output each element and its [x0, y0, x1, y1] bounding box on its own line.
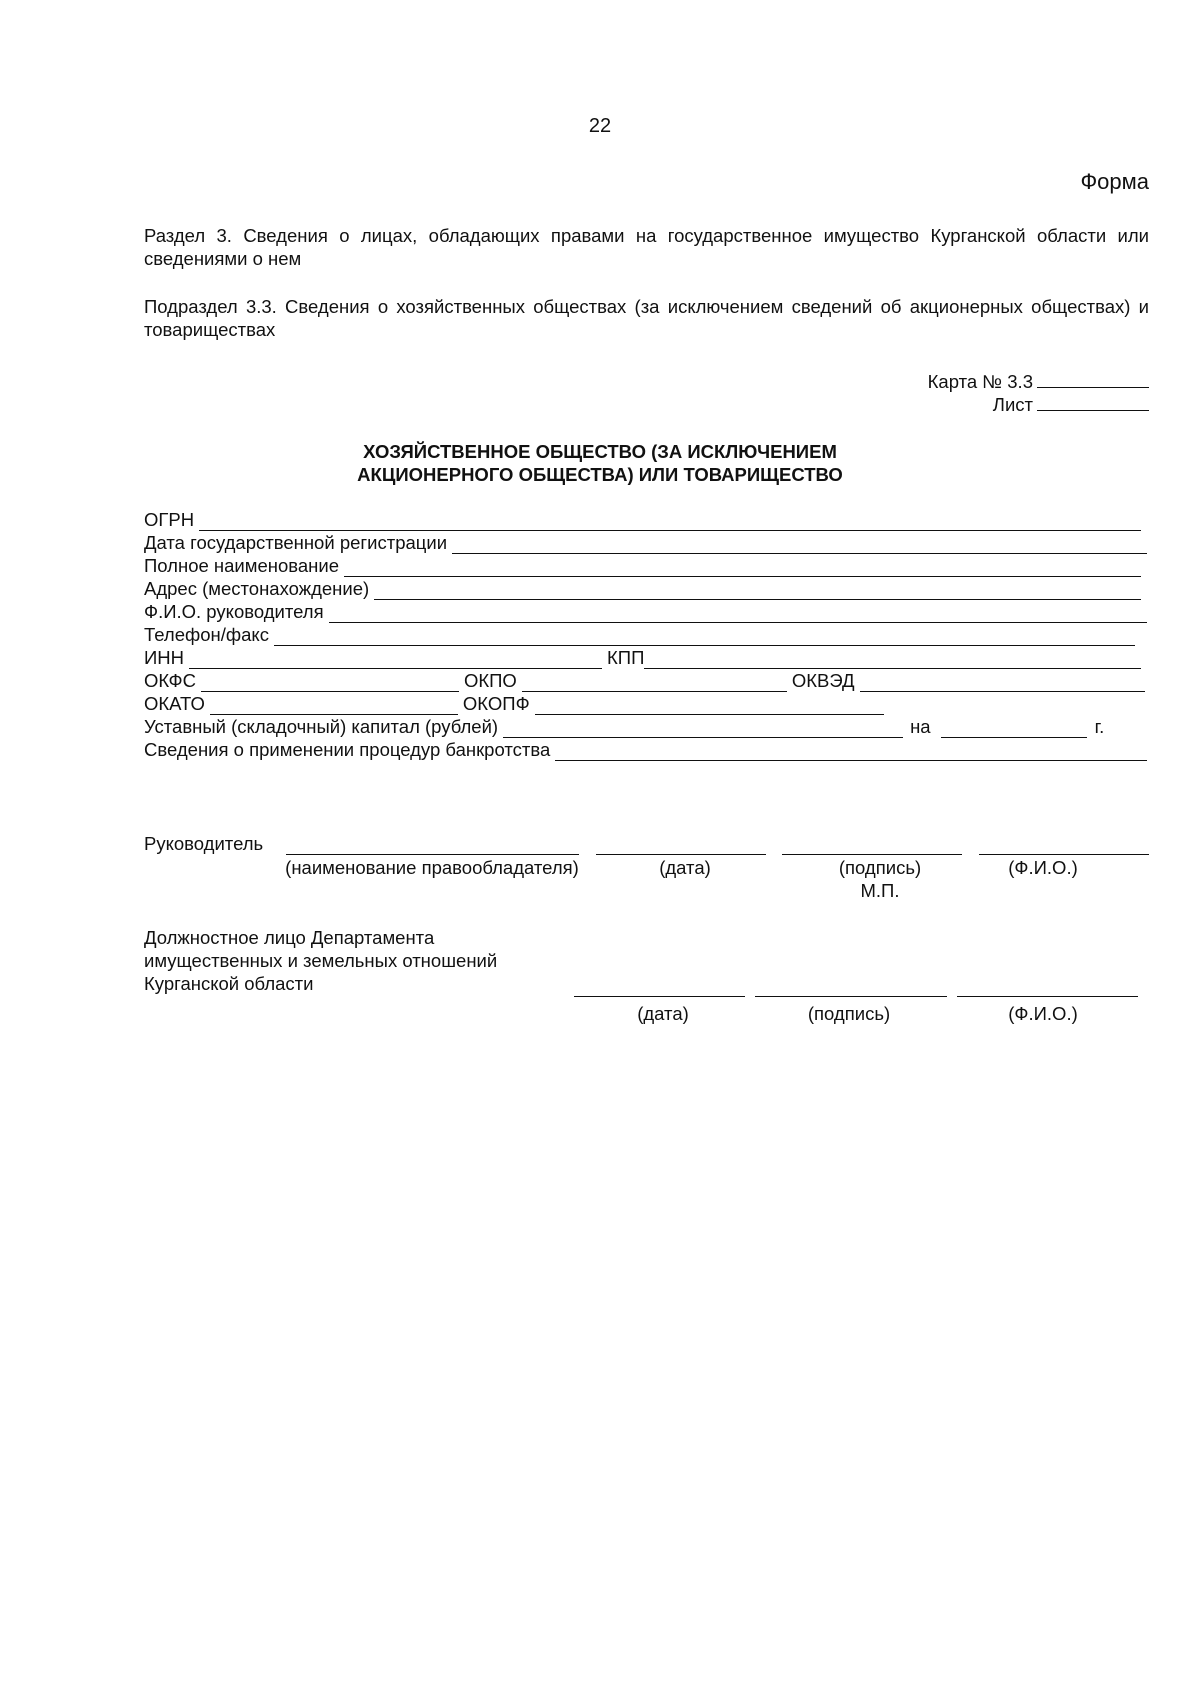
- phone-blank[interactable]: [274, 628, 1135, 646]
- sheet-number: [993, 393, 1149, 416]
- address-label: Адрес (местонахождение): [144, 578, 370, 599]
- address-blank[interactable]: [374, 582, 1141, 600]
- caption-head-fio: (Ф.И.О.): [1008, 857, 1078, 878]
- head-label: Руководитель: [144, 833, 264, 854]
- okved-blank[interactable]: [860, 674, 1145, 692]
- okfs-label: ОКФС: [144, 670, 196, 691]
- sheet-number-blank[interactable]: [1037, 393, 1149, 411]
- caption-head-date: (дата): [659, 857, 711, 878]
- okpo-label: ОКПО: [463, 670, 517, 691]
- caption-official-fio: (Ф.И.О.): [1008, 1003, 1078, 1024]
- caption-head-sign: (подпись): [838, 857, 922, 878]
- kpp-label: КПП: [607, 647, 645, 668]
- caption-owner: (наименование правообладателя): [285, 857, 579, 878]
- stamp-label: М.П.: [860, 880, 900, 901]
- inn-blank[interactable]: [189, 651, 602, 669]
- subsection-heading: Подраздел 3.3. Сведения о хозяйственных обществах (за исключением сведений об акционерных обществах) и товариществах: [144, 296, 1149, 340]
- card-number: [928, 370, 1149, 393]
- ogrn-label: ОГРН: [144, 509, 195, 530]
- page-number: 22: [588, 115, 612, 137]
- phone-label: Телефон/факс: [144, 624, 269, 645]
- form-title: [0, 440, 1200, 486]
- okved-label: ОКВЭД: [791, 670, 855, 691]
- section-heading: Раздел 3. Сведения о лицах, обладающих правами на государственное имущество Курганской области или сведениями о нем: [144, 225, 1149, 269]
- reg-date-label: Дата государственной регистрации: [144, 532, 448, 553]
- capital-year-label: г.: [1094, 716, 1105, 737]
- official-fio-line[interactable]: [957, 995, 1138, 997]
- full-name-blank[interactable]: [344, 559, 1141, 577]
- head-name-blank[interactable]: [329, 605, 1147, 623]
- sheet-label: Лист: [992, 394, 1033, 415]
- field-inn-kpp: [144, 646, 1141, 669]
- capital-date-blank[interactable]: [941, 720, 1087, 738]
- capital-on-label: на: [910, 716, 931, 737]
- field-okfs-okpo-okved: [144, 669, 1145, 692]
- head-name-label: Ф.И.О. руководителя: [144, 601, 324, 622]
- card-number-blank[interactable]: [1037, 370, 1149, 388]
- okato-label: ОКАТО: [144, 693, 205, 714]
- okato-blank[interactable]: [210, 697, 458, 715]
- form-title-line2: АКЦИОНЕРНОГО ОБЩЕСТВА) ИЛИ ТОВАРИЩЕСТВО: [357, 464, 843, 485]
- official-sign-line[interactable]: [755, 995, 947, 997]
- kpp-blank[interactable]: [644, 651, 1141, 669]
- full-name-label: Полное наименование: [144, 555, 340, 576]
- caption-official-date: (дата): [637, 1003, 689, 1024]
- official-line1: Должностное лицо Департамента: [144, 927, 435, 948]
- head-sign-line[interactable]: [782, 853, 962, 855]
- field-address: [144, 577, 1141, 600]
- bankruptcy-blank[interactable]: [555, 743, 1147, 761]
- okopf-label: ОКОПФ: [462, 693, 530, 714]
- caption-official-sign: (подпись): [807, 1003, 891, 1024]
- form-title-line1: ХОЗЯЙСТВЕННОЕ ОБЩЕСТВО (ЗА ИСКЛЮЧЕНИЕМ: [363, 441, 837, 462]
- okpo-blank[interactable]: [522, 674, 787, 692]
- owner-name-line[interactable]: [286, 853, 579, 855]
- bankruptcy-label: Сведения о применении процедур банкротства: [144, 739, 551, 760]
- reg-date-blank[interactable]: [452, 536, 1147, 554]
- inn-label: ИНН: [144, 647, 185, 668]
- official-date-line[interactable]: [574, 995, 745, 997]
- field-capital: [144, 715, 1137, 738]
- field-head-name: [144, 600, 1147, 623]
- field-reg-date: [144, 531, 1147, 554]
- okfs-blank[interactable]: [201, 674, 459, 692]
- head-date-line[interactable]: [596, 853, 766, 855]
- field-bankruptcy: [144, 738, 1147, 761]
- head-fio-line[interactable]: [979, 853, 1149, 855]
- okopf-blank[interactable]: [535, 697, 884, 715]
- form-label: Форма: [1080, 169, 1149, 194]
- capital-blank[interactable]: [503, 720, 903, 738]
- field-full-name: [144, 554, 1141, 577]
- official-line2: имущественных и земельных отношений: [144, 950, 498, 971]
- field-okato-okopf: [144, 692, 884, 715]
- official-line3: Курганской области: [144, 973, 314, 994]
- field-phone: [144, 623, 1135, 646]
- capital-label: Уставный (складочный) капитал (рублей): [144, 716, 499, 737]
- card-number-label: Карта № 3.3: [927, 371, 1033, 392]
- ogrn-blank[interactable]: [199, 513, 1141, 531]
- field-ogrn: [144, 508, 1141, 531]
